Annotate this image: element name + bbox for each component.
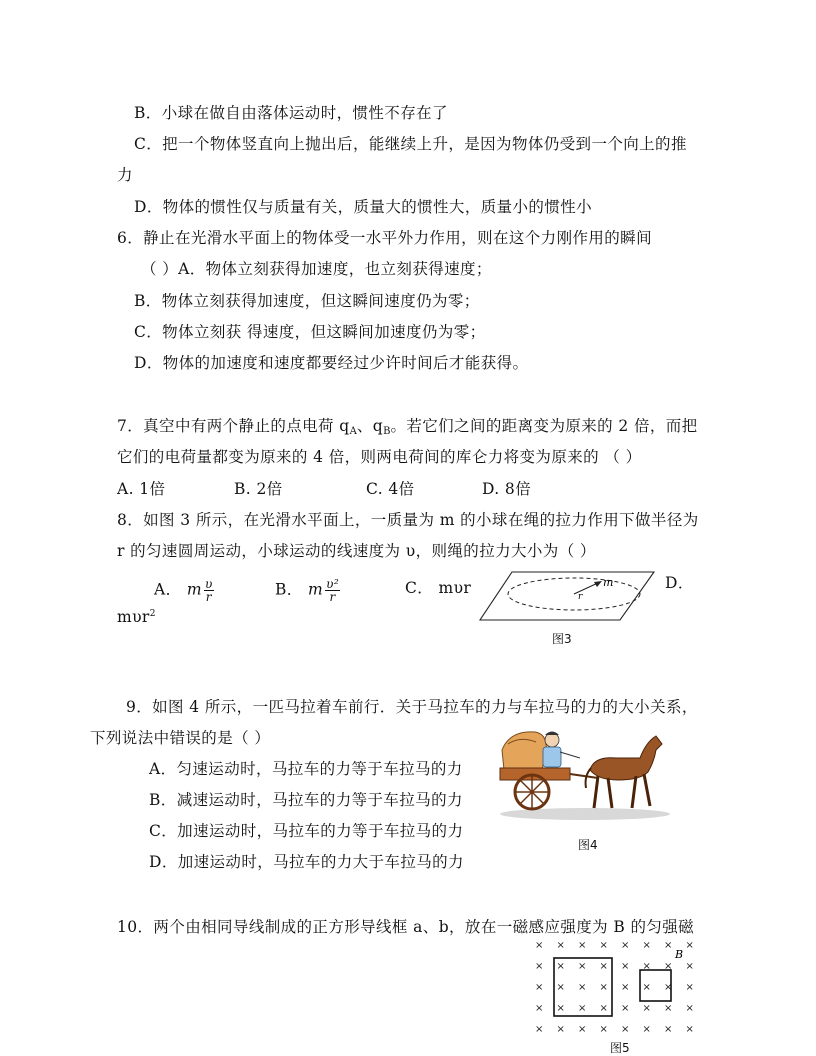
q6-paren-option-a: （ ）A．物体立刻获得加速度，也立刻获得速度； [141,260,492,278]
field-cross-icon: × [556,940,565,951]
q8-option-b-m: m [308,580,324,599]
q9-option-d: D．加速运动时，马拉车的力大于车拉马的力 [149,853,464,871]
q7-stem-pre: 7．真空中有两个静止的点电荷 q [117,417,350,435]
field-cross-icon: × [685,940,694,951]
horse-icon [590,736,662,780]
q7-option-b: B. 2倍 [234,480,283,498]
q8-option-a-fraction [204,578,214,603]
figure-4-caption: 图4 [578,838,598,852]
fig3-r-label: r [578,592,583,602]
field-cross-icon: × [664,1024,673,1035]
q8-option-b-label: B． [275,580,303,599]
cart-shaft [570,774,598,778]
q7-option-d: D. 8倍 [482,480,532,498]
field-cross-icon: × [535,1024,544,1035]
q7-sep: 、q [356,417,384,435]
q8-option-d-value [117,604,156,627]
field-cross-icon: × [642,961,651,972]
field-cross-icon: × [556,982,565,993]
q8-option-b [275,578,342,603]
q6-stem: 6．静止在光滑水平面上的物体受一水平外力作用，则在这个力刚作用的瞬间 [117,229,652,247]
field-cross-icon: × [664,1003,673,1014]
field-cross-icon: × [642,1003,651,1014]
q9-stem-line1: 9．如图 4 所示，一匹马拉着车前行．关于马拉车的力与车拉马的力的大小关系， [126,698,698,716]
q8-stem-line1: 8．如图 3 所示，在光滑水平面上，一质量为 m 的小球在绳的拉力作用下做半径为 [117,511,699,529]
q5-option-c-line1: C．把一个物体竖直向上抛出后，能继续上升，是因为物体仍受到一个向上的推 [134,135,687,153]
field-cross-icon: × [599,940,608,951]
q8-option-a-m: m [186,580,202,599]
field-cross-icon: × [578,1024,587,1035]
field-cross-icon: × [535,1003,544,1014]
q8-option-d-base: mυr [117,608,150,626]
plane-outline [480,572,654,620]
field-cross-icon: × [621,1024,630,1035]
q8-option-a-num: υ [204,577,213,591]
q5-option-d: D．物体的惯性仅与质量有关，质量大的惯性大，质量小的惯性小 [134,198,593,216]
q8-option-a-den: r [205,590,212,604]
q8-option-d-label: D． [665,574,694,592]
field-cross-icon: × [599,1024,608,1035]
field-cross-icon: × [685,982,694,993]
driver-head [545,733,559,747]
q7-option-a: A. 1倍 [117,480,166,498]
q6-option-d: D．物体的加速度和速度都要经过少许时间后才能获得。 [134,354,529,372]
q7-sub-a: A [349,426,357,437]
field-cross-icon: × [599,982,608,993]
figure-5-magnetic-field [528,936,698,1036]
field-cross-icon: × [535,961,544,972]
field-cross-icon: × [685,1024,694,1035]
q8-option-b-num: υ² [326,577,340,591]
q8-option-d-sup: 2 [149,609,156,619]
q7-option-c: C. 4倍 [366,480,415,498]
field-cross-icon: × [599,961,608,972]
figure-3-plane [478,566,658,626]
q8-option-a [154,578,216,603]
q7-stem [117,416,698,442]
field-cross-icon: × [621,940,630,951]
field-cross-icon: × [578,940,587,951]
driver-body [543,747,561,767]
field-cross-icon: × [578,1003,587,1014]
ground-shadow [500,808,670,820]
q9-option-a: A．匀速运动时，马拉车的力等于车拉马的力 [149,760,463,778]
field-cross-icon: × [642,1024,651,1035]
q5-option-b: B．小球在做自由落体运动时，惯性不存在了 [134,104,448,122]
field-cross-icon: × [642,940,651,951]
q6-option-b: B．物体立刻获得加速度，但这瞬间速度仍为零； [134,292,480,310]
field-cross-icon: × [578,961,587,972]
field-cross-icon: × [664,961,673,972]
field-cross-icon: × [685,961,694,972]
q9-option-b: B．减速运动时，马拉车的力等于车拉马的力 [149,791,463,809]
cargo-icon [502,732,546,770]
q5-option-c-line2: 力 [117,166,133,184]
figure-4-horse-cart [490,722,670,822]
reins [560,752,580,758]
field-cross-icon: × [621,961,630,972]
field-cross-icon: × [535,940,544,951]
q7-sub-b: B [383,426,391,437]
figure-5-caption: 图5 [610,1041,630,1055]
fig5-b-label: B [675,948,684,961]
field-cross-icon: × [556,961,565,972]
q9-option-c: C．加速运动时，马拉车的力等于车拉马的力 [149,822,464,840]
q6-option-c: C．物体立刻获 得速度，但这瞬间加速度仍为零； [134,323,486,341]
q7-stem-post: 。若它们之间的距离变为原来的 2 倍，而把 [390,417,698,435]
q7-stem-line2: 它们的电荷量都变为原来的 4 倍，则两电荷间的库仑力将变为原来的 （ ） [117,448,642,466]
field-cross-icon: × [621,1003,630,1014]
q8-stem-line2: r 的匀速圆周运动，小球运动的线速度为 υ，则绳的拉力大小为（ ） [117,542,596,560]
field-cross-icon: × [556,1024,565,1035]
figure-3-caption: 图3 [552,632,572,646]
q8-option-c: C． mυr [405,579,472,597]
q8-option-b-fraction [325,578,340,603]
q8-option-a-label: A． [154,580,182,599]
q8-option-b-den: r [329,590,336,604]
field-cross-icon: × [578,982,587,993]
field-cross-icon: × [599,1003,608,1014]
field-cross-icon: × [535,982,544,993]
q9-stem-line2: 下列说法中错误的是（ ） [90,729,271,747]
q10-stem: 10．两个由相同导线制成的正方形导线框 a、b，放在一磁感应强度为 B 的匀强磁 [117,918,695,936]
field-cross-icon: × [664,940,673,951]
field-cross-icon: × [621,982,630,993]
fig3-m-label: m [603,576,614,589]
field-cross-icon: × [664,982,673,993]
field-cross-icon: × [642,982,651,993]
field-cross-icon: × [685,1003,694,1014]
field-cross-icon: × [556,1003,565,1014]
